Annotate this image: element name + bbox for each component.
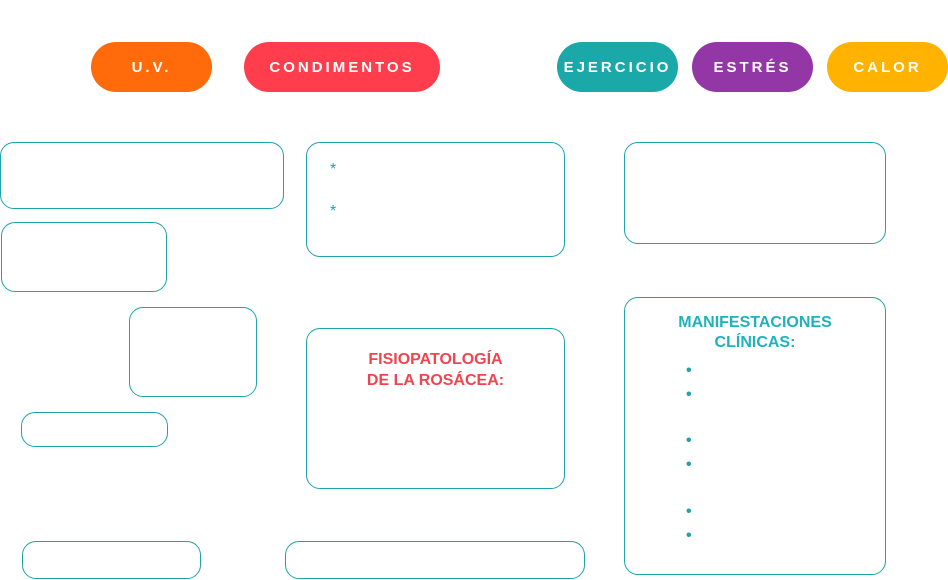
bullet-point: • (686, 386, 692, 403)
factor-ejercicio-pill[interactable]: EJERCICIO (557, 42, 678, 92)
star-bullet: * (330, 203, 337, 220)
fisiopatologia-title-line2: DE LA ROSÁCEA: (366, 372, 505, 389)
manifestaciones-title-line1: MANIFESTACIONES (678, 314, 832, 331)
left-box-4[interactable] (21, 412, 168, 447)
bullet-point: • (686, 456, 692, 473)
left-box-5[interactable] (22, 541, 201, 579)
fisiopatologia-title-line1: FISIOPATOLOGÍA (368, 351, 503, 368)
factor-condimentos-pill[interactable]: CONDIMENTOS (244, 42, 440, 92)
left-box-1[interactable] (0, 142, 284, 209)
center-top-box[interactable] (306, 142, 565, 257)
manifestaciones-box[interactable] (624, 297, 886, 575)
factor-estres-pill[interactable]: ESTRÉS (692, 42, 813, 92)
left-box-2[interactable] (1, 222, 167, 292)
left-box-3[interactable] (129, 307, 257, 397)
factor-uv-pill[interactable]: U.V. (91, 42, 212, 92)
fisiopatologia-box[interactable] (306, 328, 565, 489)
bullet-point: • (686, 432, 692, 449)
center-bottom-box[interactable] (285, 541, 585, 579)
right-top-box[interactable] (624, 142, 886, 244)
star-bullet: * (330, 161, 337, 178)
manifestaciones-title-line2: CLÍNICAS: (714, 334, 796, 351)
bullet-point: • (686, 503, 692, 520)
factor-calor-pill[interactable]: CALOR (827, 42, 948, 92)
bullet-point: • (686, 362, 692, 379)
bullet-point: • (686, 527, 692, 544)
